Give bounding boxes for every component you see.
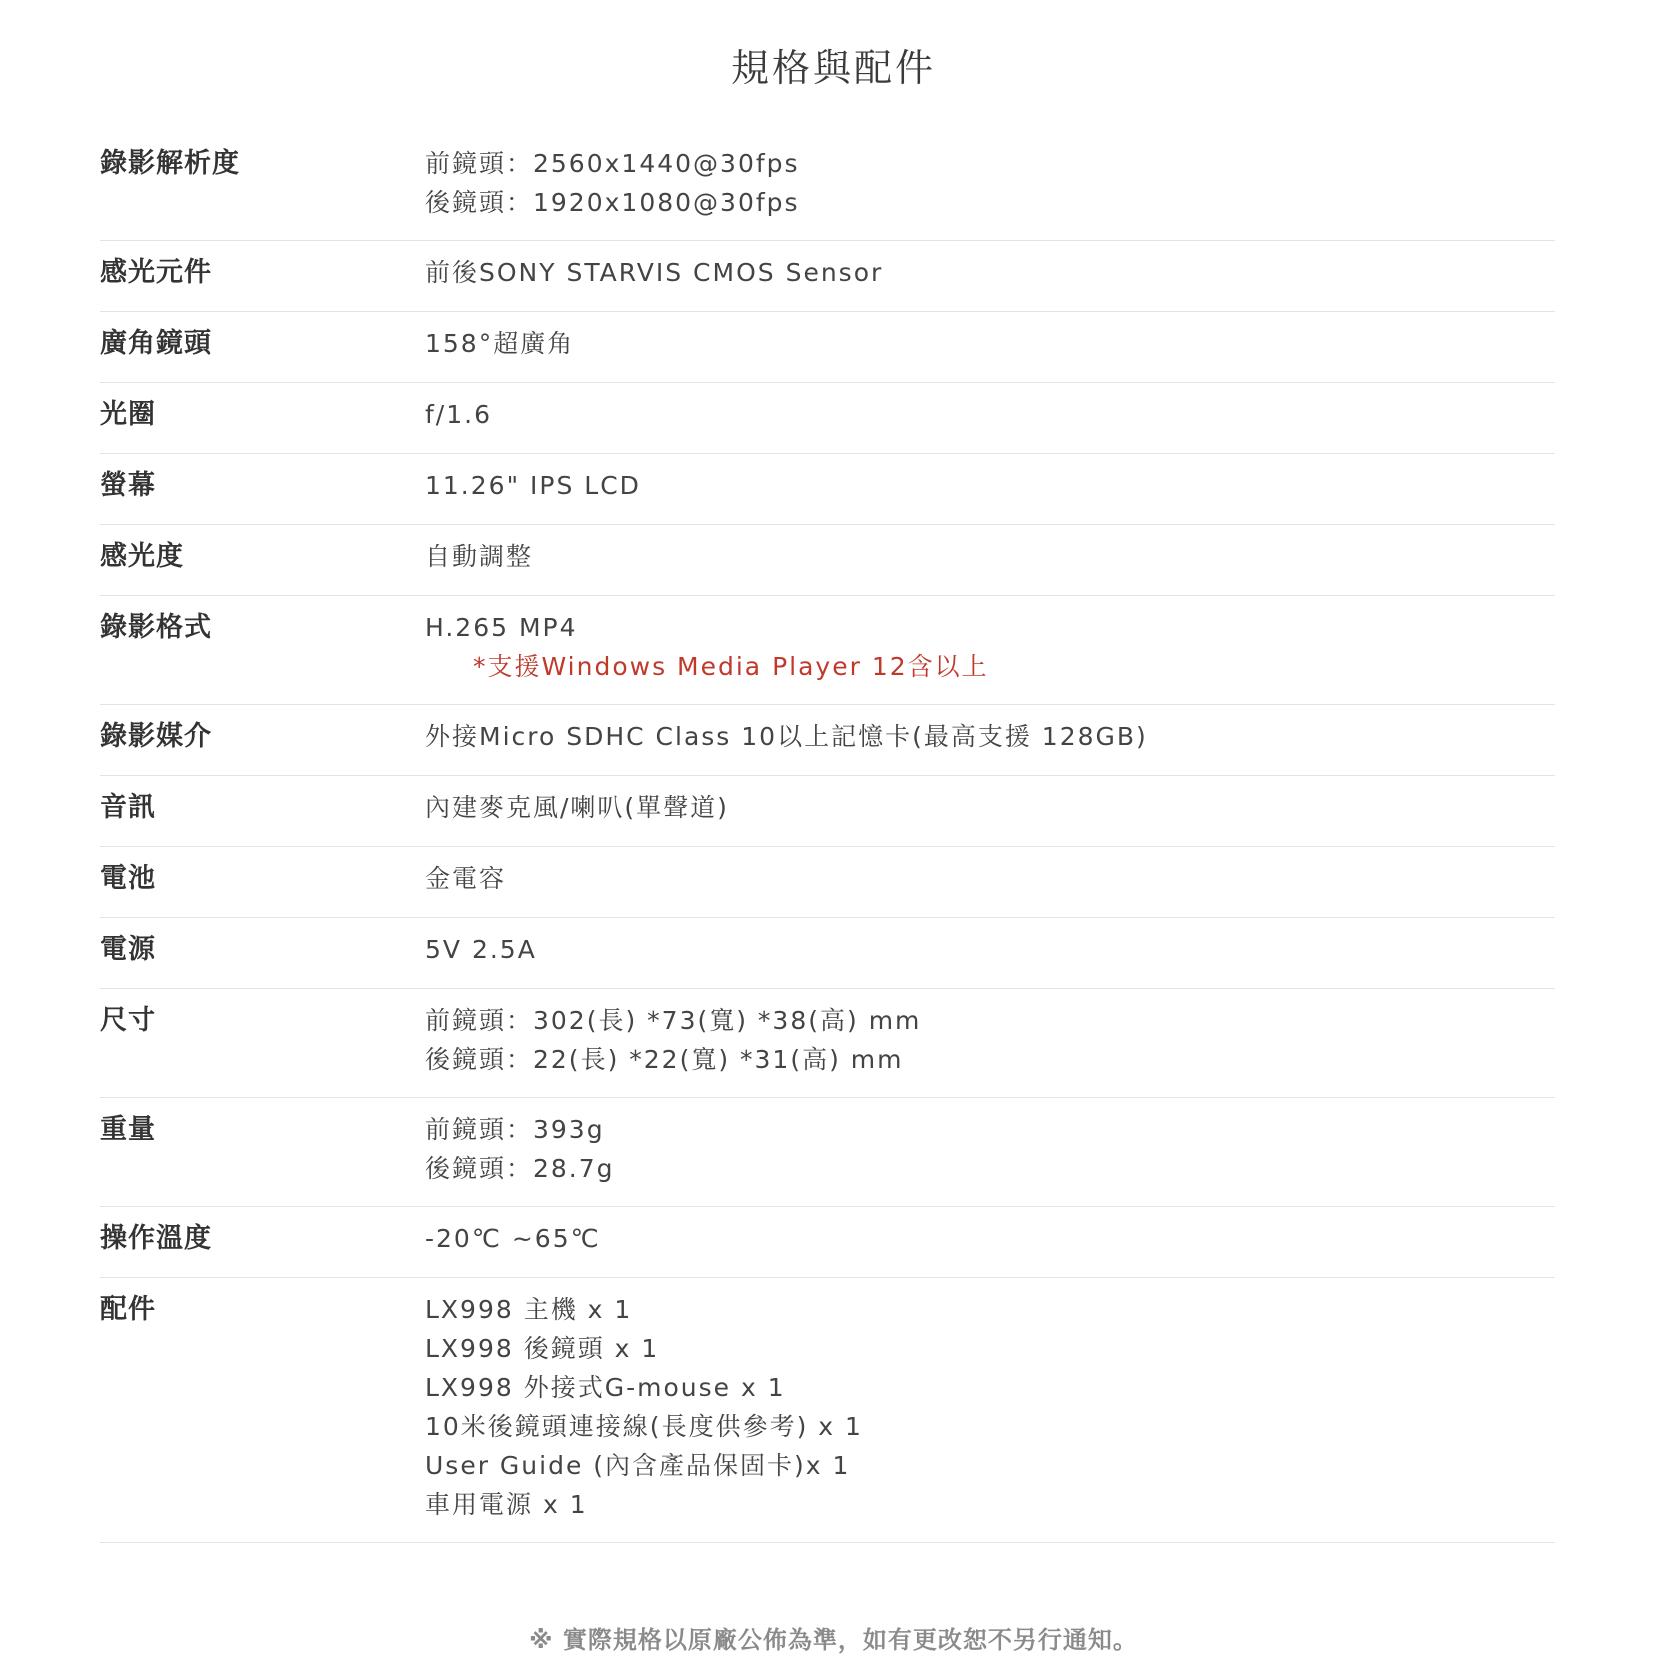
spec-value: LX998 後鏡頭 x 1 bbox=[425, 1334, 660, 1363]
spec-label: 尺寸 bbox=[100, 1005, 156, 1036]
spec-row bbox=[100, 776, 1555, 847]
disclaimer-note: ※ 實際規格以原廠公佈為準，如有更改恕不另行通知。 bbox=[529, 1626, 1138, 1654]
spec-values bbox=[425, 1001, 1555, 1079]
spec-values bbox=[425, 930, 1555, 970]
spec-row bbox=[100, 312, 1555, 383]
spec-value: H.265 MP4 bbox=[425, 613, 578, 642]
spec-row bbox=[100, 1207, 1555, 1278]
spec-values bbox=[425, 395, 1555, 435]
spec-values bbox=[425, 1110, 1555, 1188]
spec-value: LX998 主機 x 1 bbox=[425, 1295, 633, 1324]
spec-value: 後鏡頭：22(長) *22(寬) *31(高) mm bbox=[425, 1045, 904, 1074]
page-title: 規格與配件 bbox=[730, 46, 936, 90]
spec-values bbox=[425, 859, 1555, 899]
spec-row bbox=[100, 525, 1555, 596]
spec-values bbox=[425, 324, 1555, 364]
spec-label: 音訊 bbox=[100, 792, 156, 823]
spec-row bbox=[100, 989, 1555, 1098]
spec-value: 5V 2.5A bbox=[425, 935, 537, 964]
spec-value: 車用電源 x 1 bbox=[425, 1490, 588, 1519]
spec-values bbox=[425, 717, 1555, 757]
spec-value: 158°超廣角 bbox=[425, 329, 575, 358]
spec-value: 前鏡頭：302(長) *73(寬) *38(高) mm bbox=[425, 1006, 922, 1035]
spec-value: 前後SONY STARVIS CMOS Sensor bbox=[425, 258, 884, 287]
spec-row bbox=[100, 847, 1555, 918]
spec-label: 電池 bbox=[100, 863, 156, 894]
spec-values bbox=[425, 537, 1555, 577]
spec-label: 重量 bbox=[100, 1114, 156, 1145]
spec-value: 前鏡頭：393g bbox=[425, 1115, 605, 1144]
spec-value: 內建麥克風/喇叭(單聲道) bbox=[425, 793, 729, 822]
spec-label: 錄影解析度 bbox=[100, 148, 240, 179]
spec-table bbox=[100, 132, 1555, 1543]
spec-value: 10米後鏡頭連接線(長度供參考) x 1 bbox=[425, 1412, 863, 1441]
spec-values bbox=[425, 253, 1555, 293]
spec-value: 外接Micro SDHC Class 10以上記憶卡(最高支援 128GB) bbox=[425, 722, 1148, 751]
spec-label: 操作溫度 bbox=[100, 1223, 212, 1254]
spec-row bbox=[100, 454, 1555, 525]
spec-values bbox=[425, 1290, 1555, 1524]
spec-value: -20℃ ~65℃ bbox=[425, 1224, 601, 1253]
spec-values bbox=[425, 788, 1555, 828]
spec-label: 電源 bbox=[100, 934, 156, 965]
spec-value: f/1.6 bbox=[425, 400, 492, 429]
spec-label: 廣角鏡頭 bbox=[100, 328, 212, 359]
spec-row bbox=[100, 132, 1555, 241]
spec-value: LX998 外接式G-mouse x 1 bbox=[425, 1373, 786, 1402]
spec-value: 自動調整 bbox=[425, 542, 534, 571]
spec-value: 金電容 bbox=[425, 864, 507, 893]
spec-values bbox=[425, 144, 1555, 222]
spec-label: 感光元件 bbox=[100, 257, 212, 288]
spec-note: *支援Windows Media Player 12含以上 bbox=[473, 652, 989, 681]
spec-row bbox=[100, 383, 1555, 454]
spec-row bbox=[100, 241, 1555, 312]
spec-value: 後鏡頭：1920x1080@30fps bbox=[425, 188, 800, 217]
spec-label: 螢幕 bbox=[100, 470, 156, 501]
spec-label: 感光度 bbox=[100, 541, 184, 572]
spec-value: User Guide (內含產品保固卡)x 1 bbox=[425, 1451, 851, 1480]
spec-row bbox=[100, 1098, 1555, 1207]
spec-value: 後鏡頭：28.7g bbox=[425, 1154, 615, 1183]
spec-row bbox=[100, 918, 1555, 989]
spec-value: 前鏡頭：2560x1440@30fps bbox=[425, 149, 800, 178]
spec-label: 錄影媒介 bbox=[100, 721, 212, 752]
spec-row bbox=[100, 705, 1555, 776]
spec-values bbox=[425, 466, 1555, 506]
spec-row bbox=[100, 596, 1555, 705]
spec-value: 11.26" IPS LCD bbox=[425, 471, 641, 500]
spec-row bbox=[100, 1278, 1555, 1543]
spec-label: 錄影格式 bbox=[100, 612, 212, 643]
spec-label: 光圈 bbox=[100, 399, 156, 430]
spec-values bbox=[425, 1219, 1555, 1259]
spec-values bbox=[425, 608, 1555, 686]
spec-label: 配件 bbox=[100, 1294, 156, 1325]
